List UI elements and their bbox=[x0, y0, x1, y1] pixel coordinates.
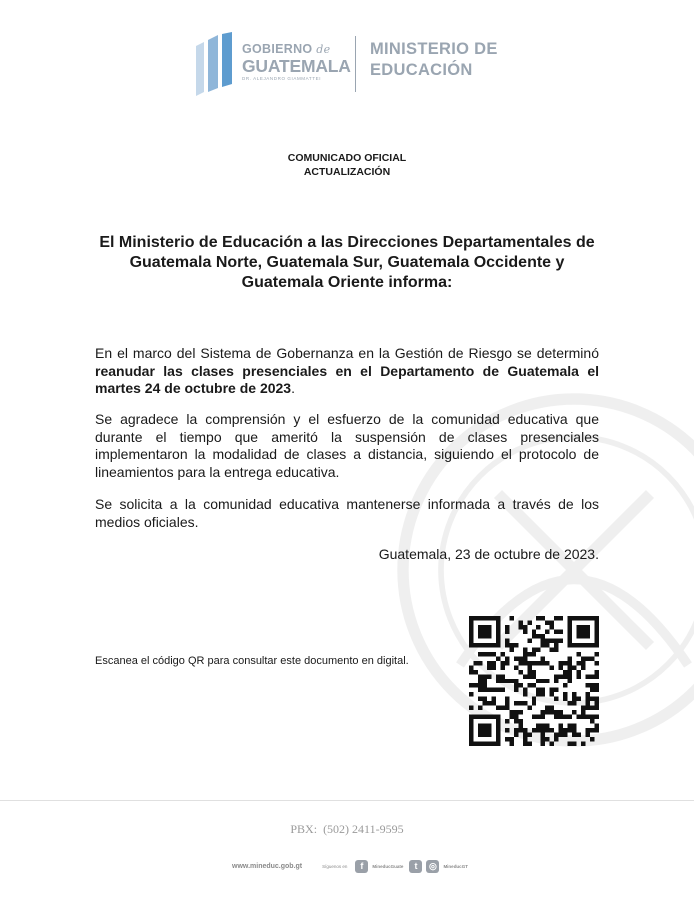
pbx-line bbox=[0, 822, 694, 837]
header-divider bbox=[355, 36, 356, 92]
footer-divider bbox=[0, 800, 694, 801]
gobierno-line bbox=[242, 42, 351, 57]
president-name: DR. ALEJANDRO GIAMMATTEI bbox=[242, 76, 322, 81]
paragraph-1 bbox=[95, 345, 599, 398]
communique-heading bbox=[0, 151, 694, 179]
qr-caption: Escanea el código QR para consultar este documento en digital. bbox=[95, 655, 409, 667]
communique-subtitle: ACTUALIZACIÓN bbox=[303, 166, 391, 178]
header-logos bbox=[196, 28, 516, 100]
paragraph-1-start: En el marco del Sistema de Gobernanza en la Gestión de Riesgo se determinó bbox=[95, 345, 599, 361]
gobierno-logo-icon bbox=[196, 32, 238, 96]
paragraph-1-end: . bbox=[291, 380, 295, 396]
twitter-icon[interactable]: t bbox=[409, 860, 422, 873]
qr-code[interactable] bbox=[469, 616, 599, 746]
footer-social bbox=[232, 858, 474, 874]
pbx-number: (502) 2411-9595 bbox=[323, 822, 404, 836]
ministerio-line-1: MINISTERIO DE bbox=[370, 40, 498, 58]
paragraph-1-bold: reanudar las clases presenciales en el Departamento de Guatemala el martes 24 de octubre de 2023 bbox=[95, 362, 599, 396]
guatemala-word: GUATEMALA bbox=[242, 56, 351, 76]
paragraph-3: Se solicita a la comunidad educativa mantenerse informada a través de los medios oficiales. bbox=[95, 496, 599, 530]
instagram-icon[interactable]: ◎ bbox=[426, 860, 439, 873]
headline: El Ministerio de Educación a las Direcciones Departamentales de Guatemala Norte, Guatemala Sur, Guatemala Occidente y Guatemala Oriente informa: bbox=[99, 234, 595, 291]
facebook-handle[interactable]: MineducGuate bbox=[372, 863, 404, 869]
ministerio-line-2: EDUCACIÓN bbox=[370, 61, 473, 79]
gobierno-word: GOBIERNO bbox=[242, 42, 313, 56]
pbx-label: PBX: bbox=[290, 822, 318, 836]
communique-title: COMUNICADO OFICIAL bbox=[287, 152, 407, 164]
date-line: Guatemala, 23 de octubre de 2023. bbox=[378, 546, 599, 562]
facebook-icon[interactable]: f bbox=[355, 860, 368, 873]
follow-label: Síguenos en bbox=[322, 863, 348, 869]
gobierno-de: de bbox=[316, 43, 331, 56]
paragraph-2: Se agradece la comprensión y el esfuerzo de la comunidad educativa que durante el tiempo que ameritó la suspensión de clases presenciales implementaron la modalidad de clases a distancia, siguiendo el protocolo de lineamientos para la entrega educativa. bbox=[95, 411, 599, 480]
ministerio-wordmark bbox=[370, 39, 498, 81]
gobierno-wordmark bbox=[242, 42, 351, 83]
website-link[interactable]: www.mineduc.gob.gt bbox=[232, 862, 303, 870]
instagram-handle[interactable]: MineducGT bbox=[443, 863, 468, 869]
